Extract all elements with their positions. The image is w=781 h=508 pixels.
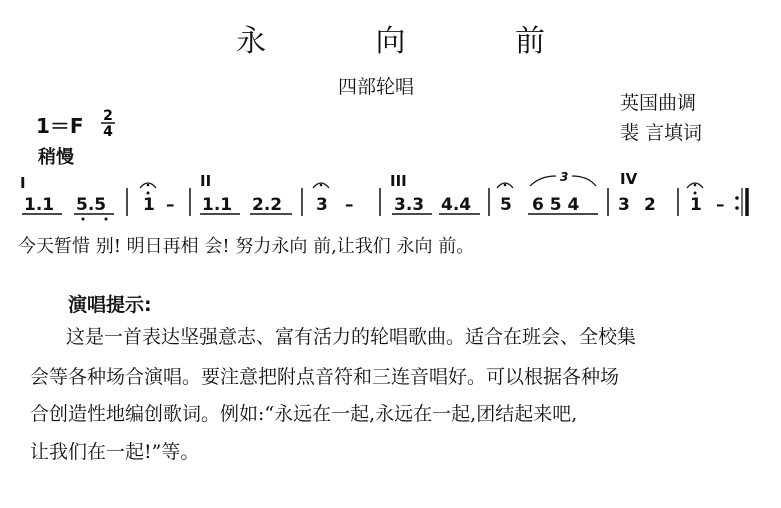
tips-paragraph-line: 合创造性地编创歌词。例如:“永远在一起,永远在一起,团结起来吧, <box>30 403 578 425</box>
tips-heading: 演唱提示: <box>68 294 152 316</box>
note-group: 2.2 <box>252 195 283 215</box>
note-group: – <box>716 195 725 215</box>
note-group: 1 <box>143 195 155 215</box>
notation-staff <box>0 160 781 230</box>
rehearsal-mark-2: II <box>200 172 212 190</box>
note-group: 2 <box>644 195 656 215</box>
tips-paragraph-line: 会等各种场合演唱。要注意把附点音符和三连音唱好。可以根据各种场 <box>30 366 620 388</box>
lyricist-credit: 裴 言填词 <box>620 122 703 144</box>
rehearsal-mark-1: I <box>20 174 26 192</box>
note-group: – <box>166 195 175 215</box>
song-subtitle: 四部轮唱 <box>338 76 415 98</box>
note-group: 5.5 <box>76 195 107 215</box>
tips-paragraph-line: 这是一首表达坚强意志、富有活力的轮唱歌曲。适合在班会、全校集 <box>66 326 637 348</box>
tips-paragraph-line: 让我们在一起!”等。 <box>30 441 200 463</box>
rehearsal-mark-4: IV <box>620 170 638 188</box>
tempo-marking: 稍慢 <box>38 147 74 168</box>
composer-credit: 英国曲调 <box>620 92 697 114</box>
note-group: 3.3 <box>394 195 425 215</box>
time-signature <box>98 108 122 138</box>
time-signature-bottom: 4 <box>103 124 113 138</box>
triplet-mark: 3 <box>560 170 569 184</box>
note-group: – <box>345 195 354 215</box>
rehearsal-mark-3: III <box>390 172 407 190</box>
song-title: 永 向 前 <box>235 24 596 59</box>
note-group: 3 <box>618 195 630 215</box>
key-signature: 1＝F <box>36 114 84 138</box>
note-group: 4.4 <box>441 195 472 215</box>
note-group: 3 <box>316 195 328 215</box>
time-signature-top: 2 <box>103 108 113 124</box>
note-group: 1 <box>690 195 702 215</box>
note-group: 5 <box>500 195 512 215</box>
note-group: 1.1 <box>24 195 55 215</box>
note-group: 6 5 4 <box>532 195 580 215</box>
note-group: 1.1 <box>202 195 233 215</box>
lyrics-line: 今天暂惜 别! 明日再相 会! 努力永向 前,让我们 永向 前。 <box>18 236 475 257</box>
